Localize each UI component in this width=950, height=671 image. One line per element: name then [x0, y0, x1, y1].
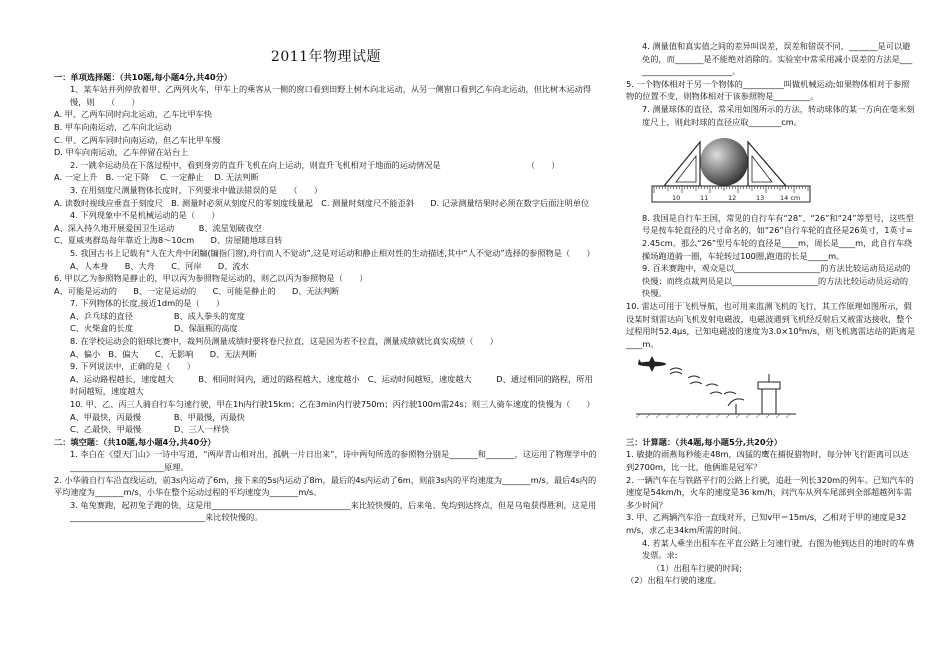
fill-q2: 2. 小华骑自行车沿直线运动，前3s内运动了6m，接下来的5s内运动了8m，最后的4s内运动了6m，则前3s内的平均速度为_______m/s，最后4s内的平均速度为_______m/s，小华在整个运动过程的平均速度为_______m/s。	[54, 474, 597, 498]
q10-stem: 10. 甲、乙、丙三人骑自行车匀速行驶，甲在1h内行驶15km；乙在3min内行驶750m；丙行驶100m需24s；则三人骑车速度的快慢为（ ）	[70, 399, 595, 410]
q3-stem: 3. 在用刻度尺测量物体长度时，下列要求中做法错误的是 （ ）	[70, 184, 322, 195]
section1-header: 一：单项选择题：（共10题,每小题4分,共40分）	[54, 71, 232, 82]
q10-options-2: C、乙最快，甲最慢 D、三人一样快	[70, 424, 230, 435]
q9-stem: 9. 下列说法中，正确的是（ ）	[70, 361, 196, 372]
calc-q3: 3. 甲、乙两辆汽车沿一直线对开，已知v甲＝15m/s，乙相对于甲的速度是32m/s，求乙走34km所需的时间。	[626, 512, 907, 536]
q10-options-1: A、甲最快，丙最慢 B、甲最慢，丙最快	[70, 411, 245, 422]
q8-options: A、偏小 B、偏大 C、无影响 D、无法判断	[70, 348, 257, 359]
radar-dish-icon	[728, 399, 744, 414]
radar-diagram	[630, 354, 800, 426]
ruler-ball-figure	[646, 132, 916, 208]
q7-stem: 7. 下列物体的长度,接近1dm的是（ ）	[70, 298, 225, 309]
q2-options: A. 一定上升 B. 一定下降 C. 一定静止 D. 无法判断	[54, 172, 259, 183]
fill-q9: 9. 百米赛跑中，观众是以_____________________的方法比较运动员运动的快慢；而终点裁判员是以_____________________的方法比较运动员运动的快慢。	[642, 263, 911, 299]
radar-waves	[670, 368, 736, 394]
q5-options: A、人本身 B、大舟 C、河岸 D、流水	[70, 260, 249, 271]
q4-options-1: A、深入持久地开展爱国卫生运动 B、流星划破夜空	[54, 222, 262, 233]
q9-options: A、运动路程越长，速度越大 B、相同时间内，通过的路程越大，速度越小 C、运动时间越短，速度越大 D、通过相同的路程，所用时间越短，速度越大	[70, 373, 593, 397]
q4-options-2: C、夏威夷群岛每年靠近上海8～10cm D、房屋随地球自转	[54, 235, 283, 246]
q6-stem: 6. 甲以乙为参照物是静止的，甲以丙为参照物是运动的，则乙以丙为参照物是（ ）	[54, 273, 368, 284]
right-set-square	[748, 142, 786, 186]
ruler-label-10: 10	[672, 194, 681, 203]
calc-q2: 2. 一辆汽车在与铁路平行的公路上行驶，追赶一列长320m的列车。已知汽车的速度是54km/h，火车的速度是36 km/h，问汽车从列车尾部到全部超越列车需多少时间？	[626, 474, 914, 510]
calc-q1: 1. 敏捷的雨燕每秒能走48m，凶猛的鹰在捕捉猎物时，每分钟飞行距离可以达到2700m，比一比，他俩谁是冠军？	[626, 449, 909, 473]
calc-q4-part1: （1）出租车行驶的时间;	[652, 562, 742, 573]
page-title: 2011年物理试题	[270, 49, 382, 65]
radar-figure	[630, 354, 916, 430]
calc-q4: 4. 若某人乘坐出租车在平直公路上匀速行驶，右图为他到达目的地时的车费发票。求:	[642, 537, 915, 561]
right-column	[626, 40, 916, 587]
section2-header: 二：填空题：（共10题,每小题4分,共40分）	[54, 436, 216, 447]
q2-stem: 2. 一跳伞运动员在下落过程中，看到身旁的直升飞机在向上运动，则直升飞机相对于地面的运动情况是 （ ）	[70, 159, 560, 170]
q5-stem: 5. 我国古书上记载有“人在大舟中闭牖(牖指门窗),舟行而人不觉动”,这是对运动和静止相对性的生动描述,其中“人不觉动”选择的参照物是（ ）	[70, 247, 595, 258]
fill-q10: 10. 雷达可用于飞机导航，也可用来监测飞机的飞行，其工作原理如图所示，假设某时刻雷达向飞机发射电磁波，电磁波遇到飞机经反射后又被雷达接收，整个过程用时52.4μs，已知电磁波的速度为3.0×10⁸m/s，则飞机离雷达站的距离是____m。	[626, 300, 916, 349]
q1-option-d: D. 甲车向南运动，乙车停留在站台上	[54, 147, 189, 158]
airplane-icon	[638, 356, 666, 372]
q7-options-1: A、乒乓球的直径 B、成人拳头的宽度	[70, 310, 245, 321]
q7-options-2: C、火柴盒的长度 D、保温瓶的高度	[70, 323, 238, 334]
ruler-ball-diagram	[646, 132, 816, 204]
fill-q4: 4. 测量值和真实值之间的差异叫误差，误差和错误不同，_______是可以避免的，而_______是不能绝对消除的。实验室中常采用减小误差的方法是_________________________。	[642, 41, 913, 77]
fill-q1: 1. 李白在《望天门山》一诗中写道，“两岸青山相对出，孤帆一片日出来”，诗中两句所选的参照物分别是_______和_______，这运用了物理学中的_______________________原理。	[70, 449, 597, 472]
q6-options: A、可能是运动的 B、一定是运动的 C、可能是静止的 D、无法判断	[54, 285, 340, 296]
q1-option-b: B. 甲车向南运动，乙车向北运动	[54, 121, 172, 132]
ruler-label-11: 11	[700, 194, 709, 203]
q1-option-c: C. 甲、乙两车同时向南运动，但乙车比甲车慢	[54, 134, 221, 145]
q3-options: A. 读数时视线应垂直于刻度尺 B. 测量时必须从刻度尺的零刻度线量起 C. 测量时刻度尺不能歪斜 D. 记录测量结果时必须在数字后面注明单位	[54, 197, 590, 208]
q8-stem: 8. 在学校运动会的铅球比赛中，裁判员测量成绩时要将卷尺拉直，这是因为若不拉直，测量成绩就比真实成绩（ ）	[70, 336, 498, 347]
fill-q5: 5. 一个物体相对于另一个物体的__________叫做机械运动;如果物体相对于参照物的位置不变，则物体相对于该参照物是_________。	[626, 78, 910, 102]
calc-q4-part2: （2）出租车行驶的速度。	[626, 575, 722, 586]
q4-stem: 4. 下列现象中不是机械运动的是（ ）	[70, 210, 220, 221]
left-column	[54, 0, 598, 524]
ruler-label-14: 14 cm	[780, 194, 801, 203]
q1-stem: 1、某车站并列停放着甲、乙两列火车，甲车上的乘客从一侧的窗口看到田野上树木向北运动，从另一侧窗口看到乙车向北运动，但比树木运动得慢，则 （ ）	[70, 84, 592, 107]
fill-q7: 7. 测量球体的直径，常采用如图所示的方法，转动球体的某一方向在毫米刻度尺上，则此时球的直径应取________cm。	[642, 103, 915, 127]
radar-tower-icon	[758, 374, 780, 414]
q1-option-a: A. 甲、乙两车同时向北运动，乙车比甲车快	[54, 109, 213, 120]
left-set-square	[664, 142, 700, 186]
ruler-label-13: 13	[756, 194, 765, 203]
ball-shape	[700, 138, 748, 186]
section3-header: 三：计算题：（共4题,每小题5分,共20分）	[626, 436, 782, 447]
fill-q3: 3. 龟兔赛跑，起初兔子跑的快，这是用__________________________________来比较快慢的，后来龟、兔均到达终点，但是乌龟获得胜利，这是用_________________________________来比较快慢的。	[70, 499, 597, 523]
ruler-label-12: 12	[728, 194, 737, 203]
fill-q8: 8. 我国是自行车王国，常见的自行车有“28”、“26”和“24”等型号，这些型号是按车轮直径的尺寸命名的，如“26”自行车轮的直径是26英寸，1英寸=2.45cm。那么“26”型号车轮的直径是____m，周长是____m，此自行车绕操场跑道骑一圈，车轮转过100圈,跑道的长是_____m。	[642, 212, 914, 261]
